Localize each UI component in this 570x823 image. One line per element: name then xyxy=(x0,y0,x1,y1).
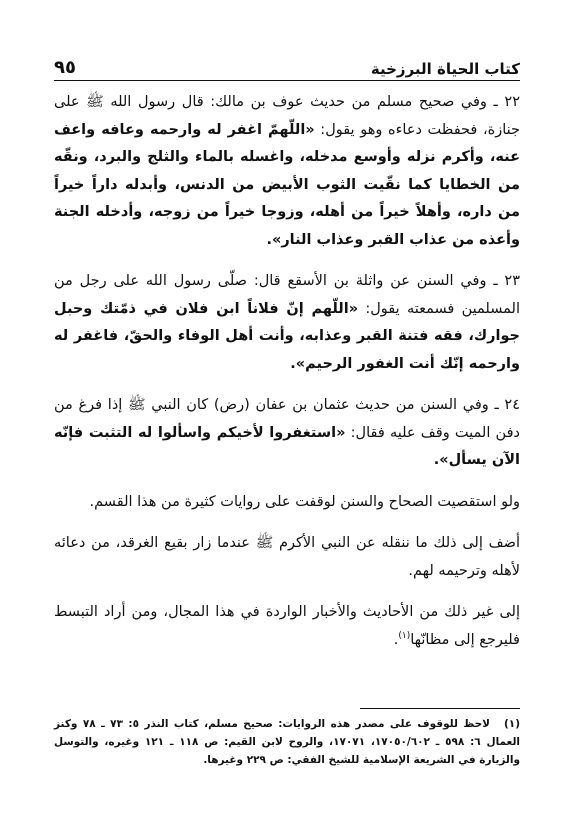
book-title: كتاب الحياة البرزخية xyxy=(370,60,520,78)
paragraph-24 xyxy=(54,392,520,475)
paragraph-22 xyxy=(54,89,520,254)
running-header xyxy=(54,48,520,81)
footnote-1 xyxy=(54,715,520,769)
paragraph-collections xyxy=(54,489,520,517)
paragraph-closing xyxy=(54,599,520,654)
page-number: ٩٥ xyxy=(54,57,76,78)
hadith-quote: «استغفروا لأخيكم واسألوا له التثبت فإنّه الآن يسأل». xyxy=(54,424,520,468)
footnote-text: لاحظ للوقوف على مصدر هذه الروايات: صحيح مسلم، كتاب النذر ٥: ٧٣ ـ ٧٨ وكنز العمال ٦: ٥٩٨ ـ ١٧٠٥٠/٦٠٢، ١٧٠٧١، والروح لابن القيم: ص ١١٨ ـ ١٢١ وغيره، والتوسل والزيارة في الشريعة الإسلامية للشيخ الفقي: ص ٢٢٩ وغيرها. xyxy=(54,718,521,766)
book-page xyxy=(54,48,520,668)
footnote-divider xyxy=(360,708,520,709)
paragraph-text: إلى غير ذلك من الأحاديث والأخبار الواردة في هذا المجال، ومن أراد التبسط فليرجع إلى مظانّها xyxy=(54,604,520,648)
footnote-marker[interactable]: (١) xyxy=(398,630,411,641)
paragraph-baqi xyxy=(54,530,520,585)
hadith-quote: «اللّهمّ اغفر له وارحمه وعافه واعف عنه، وأكرم نزله وأوسع مدخله، واغسله بالماء والثلج والبرد، ونقّه من الخطايا كما نقّيت الثوب الأبيض من الدنس، وأبدله داراً خيراً من داره، وأهلاً خيراً من أهله، وزوجا خيراً من زوجه، وأدخله الجنة وأعذه من عذاب القبر وعذاب النار». xyxy=(54,121,520,248)
paragraph-text: ٢٢ ـ وفي صحيح مسلم من حديث عوف بن مالك: قال رسول الله ﷺ على جنازة، فحفظت دعاءه وهو يقول: xyxy=(54,94,520,138)
main-text xyxy=(54,89,520,654)
paragraph-text: أضف إلى ذلك ما ننقله عن النبي الأكرم ﷺ عندما زار بقيع الغرقد، من دعائه لأهله وترحيمه لهم. xyxy=(54,535,520,579)
paragraph-23 xyxy=(54,268,520,378)
paragraph-text: ٢٣ ـ وفي السنن عن واثلة بن الأسقع قال: صلّى رسول الله على رجل من المسلمين فسمعته يقول: xyxy=(54,273,520,317)
footnote-number: (١) xyxy=(503,718,521,730)
paragraph-end: . xyxy=(393,631,399,648)
footnotes xyxy=(54,708,520,769)
paragraph-text: ولو استقصيت الصحاح والسنن لوقفت على روايات كثيرة من هذا القسم. xyxy=(89,493,520,510)
paragraph-text: ٢٤ ـ وفي السنن من حديث عثمان بن عفان (رض) كان النبي ﷺ إذا فرغ من دفن الميت وقف عليه فقال: xyxy=(54,397,520,441)
hadith-quote: «اللّهم إنّ فلاناً ابن فلان في ذمّتك وحبل جوارك، فقه فتنة القبر وعذابه، وأنت أهل الوفاء والحقّ، فاغفر له وارحمه إنّك أنت الغفور الرحيم». xyxy=(54,300,520,372)
